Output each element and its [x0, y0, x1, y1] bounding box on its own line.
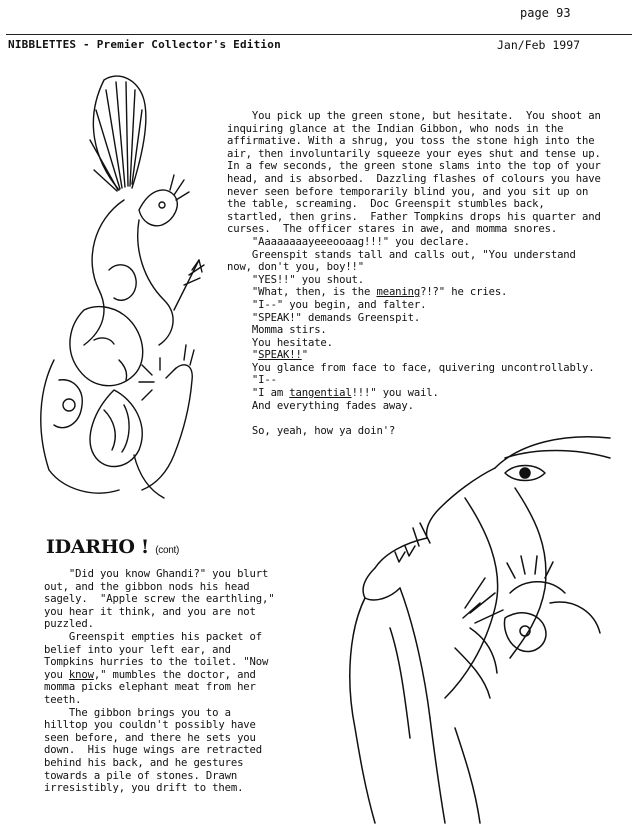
story-line — [227, 387, 601, 400]
story-segment: !!!" you wail. — [351, 387, 439, 400]
story-line — [227, 412, 601, 425]
story-line: startled, then grins. Father Tompkins drops his quarter and — [227, 210, 601, 223]
story-line: "YES!!" you shout. — [227, 273, 365, 286]
story-line: teeth. — [44, 693, 82, 706]
story-line: Tompkins hurries to the toilet. "Now — [44, 656, 269, 669]
story-line: belief into your left ear, and — [44, 643, 231, 656]
story-line: You hesitate. — [227, 336, 333, 349]
story-line: you hear it think, and you are not — [44, 605, 256, 618]
section-title-text: IDARHO ! — [46, 536, 156, 558]
story-line: "Did you know Ghandi?" you blurt — [44, 568, 269, 580]
story-line: Greenspit stands tall and calls out, "You understand — [227, 248, 576, 261]
underlined-word: tangential — [289, 387, 352, 400]
header-date: Jan/Feb 1997 — [497, 38, 581, 52]
story-line: affirmative. With a shrug, you toss the stone high into the — [227, 135, 595, 148]
header-title: NIBBLETTES - Premier Collector's Edition — [8, 38, 281, 51]
section-title — [46, 536, 179, 558]
story-line: now, don't you, boy!!" — [227, 261, 365, 274]
underlined-word: meaning — [376, 286, 421, 299]
story-line: You pick up the green stone, but hesitate. You shoot an — [227, 110, 601, 122]
story-line: sagely. "Apple screw the earthling," — [44, 593, 275, 606]
story-line: So, yeah, how ya doin'? — [227, 424, 396, 437]
story-line: "SPEAK!" demands Greenspit. — [227, 311, 421, 324]
underlined-word: know — [68, 668, 94, 681]
header-rule — [6, 34, 632, 35]
story-text-top — [227, 110, 601, 437]
section-title-cont: (cont) — [155, 545, 180, 556]
winged-creature-illustration — [24, 60, 224, 505]
story-segment: "I am — [227, 387, 290, 400]
story-line: puzzled. — [44, 618, 94, 631]
story-line: You glance from face to face, quivering uncontrollably. — [227, 361, 595, 374]
story-line: seen before, and there he sets you — [44, 731, 256, 744]
story-segment: " — [301, 349, 308, 362]
story-line: hilltop you couldn't possibly have — [44, 719, 256, 732]
story-segment: "What, then, is the — [227, 286, 377, 299]
story-line: air, then involuntarily squeeze your eyes shut and tense up. — [227, 147, 601, 160]
story-line: inquiring glance at the Indian Gibbon, who nods in the — [227, 122, 564, 135]
story-line: momma picks elephant meat from her — [44, 681, 256, 694]
story-line — [227, 349, 601, 362]
story-line: "I-- — [227, 374, 277, 387]
story-line: never seen before temporarily blind you, and you sit up on — [227, 185, 589, 198]
story-line: The gibbon brings you to a — [44, 706, 231, 719]
story-line: head, and is absorbed. Dazzling flashes of colours you have — [227, 172, 601, 185]
story-line: down. His huge wings are retracted — [44, 744, 262, 757]
story-segment: ," mumbles the doctor, and — [93, 668, 256, 681]
screaming-face-illustration — [335, 428, 625, 828]
story-line: And everything fades away. — [227, 399, 414, 412]
story-line: In a few seconds, the green stone slams into the top of your — [227, 160, 601, 173]
story-line — [44, 669, 274, 682]
story-line: irresistibly, you drift to them. — [44, 782, 244, 795]
story-segment: ?!?" he cries. — [420, 286, 508, 299]
story-line: curses. The officer stares in awe, and momma snores. — [227, 223, 558, 236]
story-line: behind his back, and he gestures — [44, 756, 244, 769]
story-segment: you — [44, 668, 69, 681]
story-line: out, and the gibbon nods his head — [44, 580, 250, 593]
page-number: page 93 — [520, 6, 571, 20]
underlined-word: SPEAK!! — [258, 349, 302, 362]
story-line: the table, screaming. Doc Greenspit stumbles back, — [227, 198, 545, 211]
story-line: Momma stirs. — [227, 324, 327, 337]
story-line: Greenspit empties his packet of — [44, 630, 262, 643]
story-line: towards a pile of stones. Drawn — [44, 769, 238, 782]
story-line — [227, 286, 601, 299]
story-text-bottom — [44, 568, 274, 795]
story-line: "I--" you begin, and falter. — [227, 298, 427, 311]
story-segment: " — [227, 349, 259, 362]
story-line: "Aaaaaaaayeeeooaag!!!" you declare. — [227, 235, 470, 248]
